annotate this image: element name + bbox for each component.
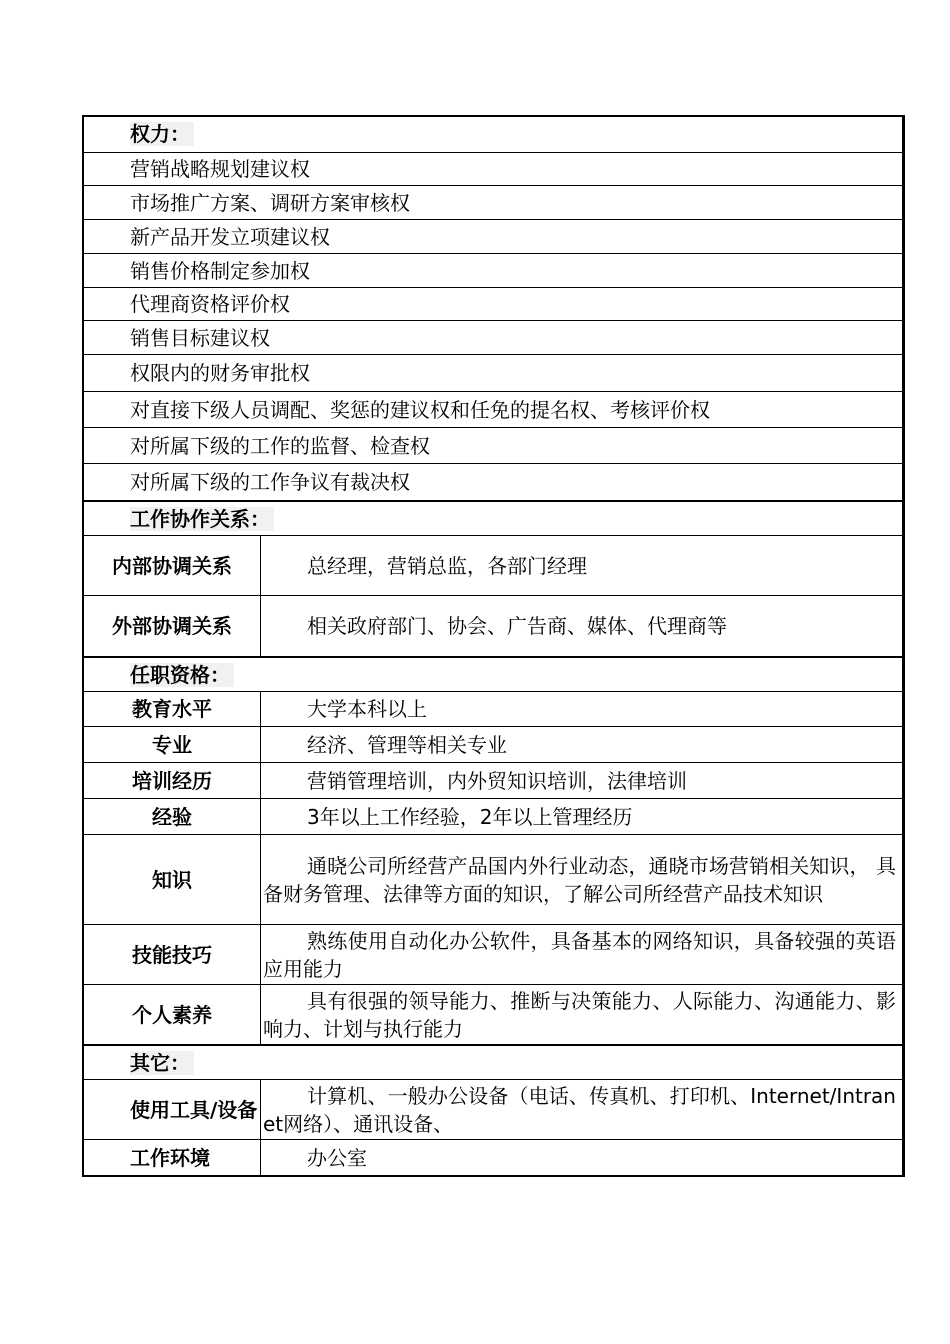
power-item: 对所属下级的工作争议有裁决权	[84, 463, 902, 500]
experience-value: 3年以上工作经验，2年以上管理经历	[307, 804, 633, 829]
power-item: 对直接下级人员调配、奖惩的建议权和任免的提名权、考核评价权	[84, 391, 902, 427]
power-item: 市场推广方案、调研方案审核权	[84, 185, 902, 219]
traits-label: 个人素养	[84, 985, 261, 1044]
power-item: 销售目标建议权	[84, 320, 902, 354]
traits-value: 具有很强的领导能力、推断与决策能力、人际能力、沟通能力、影响力、计划与执行能力	[263, 988, 896, 1041]
relation-internal-row	[84, 535, 902, 595]
external-relation-label: 外部协调关系	[84, 596, 261, 656]
power-item: 新产品开发立项建议权	[84, 219, 902, 253]
job-description-table	[82, 115, 905, 1177]
power-item: 对所属下级的工作的监督、检查权	[84, 427, 902, 463]
relation-external-row	[84, 595, 902, 656]
skills-value: 熟练使用自动化办公软件，具备基本的网络知识，具备较强的英语应用能力	[263, 928, 896, 981]
major-row	[84, 726, 902, 762]
others-header: 其它：	[130, 1051, 194, 1075]
external-relation-value: 相关政府部门、协会、广告商、媒体、代理商等	[307, 614, 727, 638]
section-header-qualifications	[84, 656, 902, 691]
skills-label: 技能技巧	[84, 925, 261, 984]
environment-value: 办公室	[307, 1145, 367, 1170]
major-value: 经济、管理等相关专业	[307, 732, 507, 757]
experience-label: 经验	[84, 799, 261, 834]
power-item: 营销战略规划建议权	[84, 152, 902, 185]
knowledge-label: 知识	[84, 835, 261, 924]
power-item: 销售价格制定参加权	[84, 253, 902, 287]
education-label: 教育水平	[84, 692, 261, 726]
section-header-relations	[84, 500, 902, 535]
internal-relation-value: 总经理，营销总监，各部门经理	[307, 553, 587, 578]
skills-row	[84, 924, 902, 984]
traits-row	[84, 984, 902, 1044]
education-row	[84, 691, 902, 726]
education-value: 大学本科以上	[307, 697, 427, 721]
training-label: 培训经历	[84, 763, 261, 798]
environment-label: 工作环境	[84, 1140, 261, 1175]
qualifications-header: 任职资格：	[130, 663, 234, 687]
knowledge-row	[84, 834, 902, 924]
tools-row	[84, 1079, 902, 1139]
tools-value: 计算机、一般办公设备（电话、传真机、打印机、Internet/Intranet网络）、通讯设备、	[263, 1083, 896, 1136]
experience-row	[84, 798, 902, 834]
tools-label: 使用工具/设备	[84, 1080, 261, 1139]
environment-row	[84, 1139, 902, 1175]
training-value: 营销管理培训，内外贸知识培训，法律培训	[307, 768, 687, 793]
relations-header: 工作协作关系：	[130, 507, 274, 531]
knowledge-value: 通晓公司所经营产品国内外行业动态，通晓市场营销相关知识， 具备财务管理、法律等方面的知识，了解公司所经营产品技术知识	[263, 853, 896, 906]
powers-header: 权力：	[130, 122, 194, 146]
power-item: 代理商资格评价权	[84, 287, 902, 320]
training-row	[84, 762, 902, 798]
major-label: 专业	[84, 727, 261, 762]
internal-relation-label: 内部协调关系	[84, 536, 261, 595]
section-header-others	[84, 1044, 902, 1079]
power-item: 权限内的财务审批权	[84, 354, 902, 391]
section-header-powers	[84, 117, 902, 152]
